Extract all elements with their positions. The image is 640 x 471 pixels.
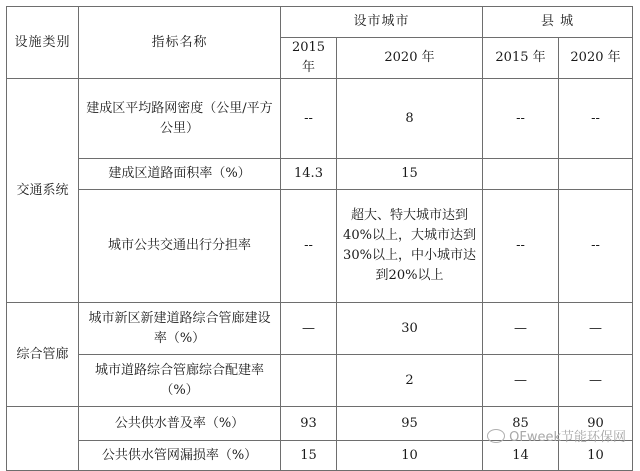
row-county-2015: — bbox=[483, 303, 559, 355]
row-indicator-name: 城市道路综合管廊综合配建率（%） bbox=[79, 355, 281, 407]
category-pipe-gallery: 综合管廊 bbox=[7, 303, 79, 407]
wechat-icon bbox=[487, 429, 505, 443]
row-county-2015: -- bbox=[483, 79, 559, 159]
row-county-2020: — bbox=[559, 355, 633, 407]
header-county-2020: 2020 年 bbox=[559, 38, 633, 79]
header-county-2015: 2015 年 bbox=[483, 38, 559, 79]
row-indicator-name: 公共供水普及率（%） bbox=[79, 407, 281, 441]
row-county-2015 bbox=[483, 159, 559, 190]
row-county-2020: -- bbox=[559, 79, 633, 159]
category-transport: 交通系统 bbox=[7, 79, 79, 303]
row-city-2020: 15 bbox=[337, 159, 483, 190]
row-city-2020: 95 bbox=[337, 407, 483, 441]
header-county-group: 县 城 bbox=[483, 7, 633, 38]
row-county-2015: -- bbox=[483, 190, 559, 303]
row-county-2020 bbox=[559, 159, 633, 190]
row-indicator-name: 建成区道路面积率（%） bbox=[79, 159, 281, 190]
row-indicator-name: 公共供水管网漏损率（%） bbox=[79, 441, 281, 471]
header-category: 设施类别 bbox=[7, 7, 79, 79]
row-city-2020: 10 bbox=[337, 441, 483, 471]
row-city-2015: 93 bbox=[281, 407, 337, 441]
row-county-2015: — bbox=[483, 355, 559, 407]
row-indicator-name: 建成区平均路网密度（公里/平方公里） bbox=[79, 79, 281, 159]
row-city-2015: 15 bbox=[281, 441, 337, 471]
row-county-2015: 85 bbox=[483, 407, 559, 441]
row-city-2015: -- bbox=[281, 79, 337, 159]
row-indicator-name: 城市公共交通出行分担率 bbox=[79, 190, 281, 303]
row-city-2020: 30 bbox=[337, 303, 483, 355]
header-city-2020: 2020 年 bbox=[337, 38, 483, 79]
row-indicator-name: 城市新区新建道路综合管廊建设率（%） bbox=[79, 303, 281, 355]
row-county-2020: — bbox=[559, 303, 633, 355]
row-city-2020: 超大、特大城市达到40%以上，大城市达到30%以上，中小城市达到20%以上 bbox=[337, 190, 483, 303]
row-county-2020: 90 bbox=[559, 407, 633, 441]
row-city-2015 bbox=[281, 355, 337, 407]
indicator-table bbox=[6, 6, 633, 471]
row-city-2015: — bbox=[281, 303, 337, 355]
header-city-2015: 2015 年 bbox=[281, 38, 337, 79]
header-city-group: 设市城市 bbox=[281, 7, 483, 38]
row-county-2020: -- bbox=[559, 190, 633, 303]
watermark bbox=[487, 426, 626, 445]
row-city-2020: 2 bbox=[337, 355, 483, 407]
category-water-supply bbox=[7, 407, 79, 471]
header-indicator: 指标名称 bbox=[79, 7, 281, 79]
row-city-2020: 8 bbox=[337, 79, 483, 159]
row-county-2020: 10 bbox=[559, 441, 633, 471]
watermark-text: OFweek节能环保网 bbox=[509, 430, 626, 445]
row-city-2015: 14.3 bbox=[281, 159, 337, 190]
row-county-2015: 14 bbox=[483, 441, 559, 471]
row-city-2015: -- bbox=[281, 190, 337, 303]
